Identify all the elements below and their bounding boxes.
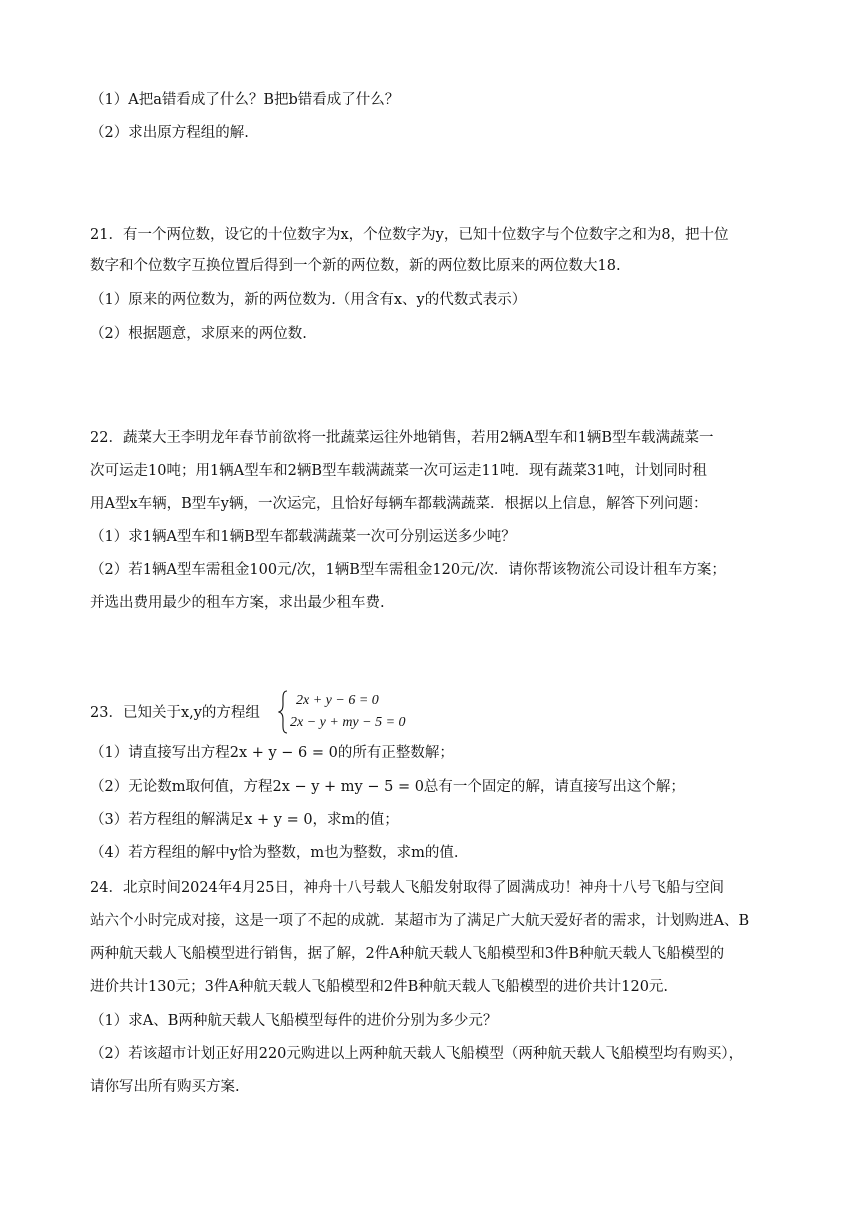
q24-sub2-line1: （2）若该超市计划正好用220元购进以上两种航天载人飞船模型（两种航天载人飞船模型均有购买）， (90, 1046, 744, 1062)
q23-sub2: （2）无论数m取何值，方程2x − y + my − 5 = 0总有一个固定的解，请直接写出这个解； (90, 779, 685, 795)
left-brace-icon (278, 690, 288, 734)
q20-sub2: （2）求出原方程组的解. (90, 125, 249, 141)
q24-stem-line1: 24．北京时间2024年4月25日，神舟十八号载人飞船发射取得了圆满成功！神舟十八号飞船与空间 (90, 880, 725, 896)
q21-sub2: （2）根据题意，求原来的两位数. (90, 326, 307, 342)
q24-sub2-line2: 请你写出所有购买方案. (90, 1079, 240, 1095)
q21-sub1: （1）原来的两位数为，新的两位数为.（用含有x、y的代数式表示） (90, 292, 527, 308)
q23-sub1: （1）请直接写出方程2x + y − 6 = 0的所有正整数解； (90, 745, 454, 761)
q24-stem-line3: 两种航天载人飞船模型进行销售，据了解，2件A种航天载人飞船模型和3件B种航天载人飞船模型的 (90, 946, 725, 962)
q22-sub2-line1: （2）若1辆A型车需租金100元/次，1辆B型车需租金120元/次．请你帮该物流公司设计租车方案； (90, 562, 726, 578)
system-equation-1: 2x + y − 6 = 0 (296, 693, 379, 708)
q23-sub4: （4）若方程组的解中y恰为整数，m也为整数，求m的值. (90, 845, 459, 861)
q24-stem-line4: 进价共计130元；3件A种航天载人飞船模型和2件B种航天载人飞船模型的进价共计120元. (90, 979, 669, 995)
q24-stem-line2: 站六个小时完成对接，这是一项了不起的成就．某超市为了满足广大航天爱好者的需求，计划购进A、B (90, 913, 750, 929)
q21-stem-line2: 数字和个位数字互换位置后得到一个新的两位数，新的两位数比原来的两位数大18. (90, 258, 621, 274)
system-equation-2: 2x − y + my − 5 = 0 (290, 715, 406, 730)
q23-sub3: （3）若方程组的解满足x + y = 0，求m的值； (90, 812, 399, 828)
q24-sub1: （1）求A、B两种航天载人飞船模型每件的进价分别为多少元？ (90, 1013, 498, 1029)
q22-sub2-line2: 并选出费用最少的租车方案，求出最少租车费. (90, 595, 385, 611)
q22-stem-line2: 次可运走10吨；用1辆A型车和2辆B型车载满蔬菜一次可运走11吨．现有蔬菜31吨，计划同时租 (90, 463, 707, 479)
q22-stem-line3: 用A型x车辆，B型车y辆，一次运完，且恰好每辆车都载满蔬菜．根据以上信息，解答下列问题： (90, 496, 708, 512)
q20-sub1: （1）A把a错看成了什么？B把b错看成了什么？ (90, 92, 400, 108)
q21-stem-line1: 21．有一个两位数，设它的十位数字为x，个位数字为y，已知十位数字与个位数字之和为8，把十位 (90, 227, 729, 243)
q23-stem: 23．已知关于x,y的方程组 (90, 705, 260, 721)
q22-sub1: （1）求1辆A型车和1辆B型车都载满蔬菜一次可分别运送多少吨？ (90, 529, 516, 545)
q22-stem-line1: 22．蔬菜大王李明龙年春节前欲将一批蔬菜运往外地销售，若用2辆A型车和1辆B型车载满蔬菜一 (90, 430, 714, 446)
